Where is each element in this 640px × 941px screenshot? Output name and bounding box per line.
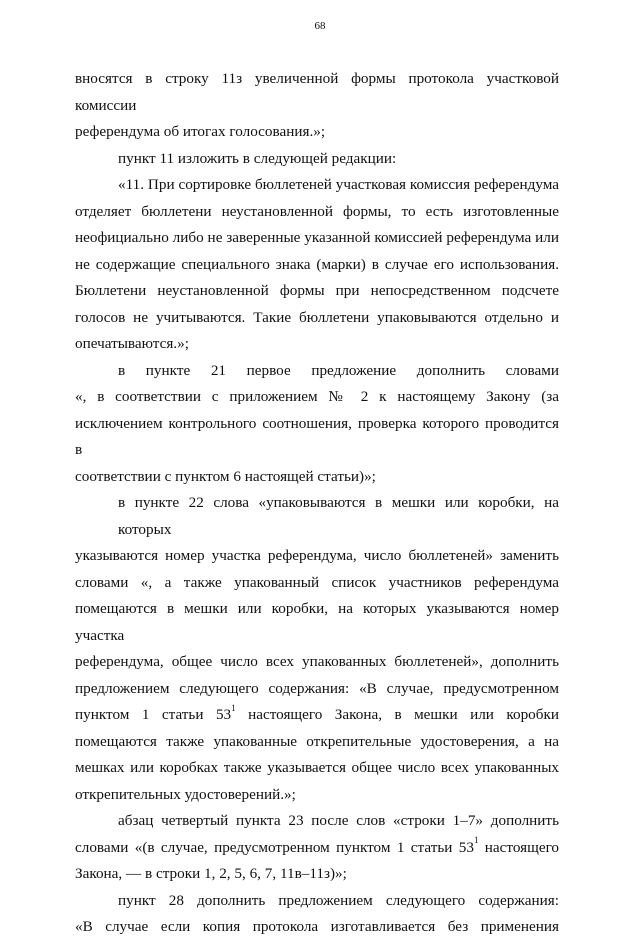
text-line: референдума, общее число всех упакованных бюллетеней», дополнить bbox=[75, 653, 559, 670]
text-line: пункт 28 дополнить предложением следующего содержания: bbox=[118, 891, 559, 909]
text-line: голосов не учитываются. Такие бюллетени упаковываются отдельно и bbox=[75, 308, 559, 326]
text-line: «В случае если копия протокола изготавливается без применения bbox=[75, 918, 559, 935]
text-segment: настоящего bbox=[478, 838, 560, 856]
text-segment: пунктом 1 статьи 53 bbox=[75, 706, 232, 723]
text-segment: настоящего Закона, в мешки или коробки bbox=[235, 706, 559, 723]
text-line bbox=[75, 835, 559, 862]
text-line: указываются номер участка референдума, число бюллетеней» заменить bbox=[75, 547, 559, 564]
superscript: 1 bbox=[473, 835, 479, 846]
text-line: словами «, а также упакованный список участников референдума bbox=[75, 573, 559, 591]
text-line: открепительных удостоверений.»; bbox=[75, 785, 296, 803]
document-body bbox=[75, 66, 559, 941]
text-line: помещаются в мешки или коробки, на которых указываются номер участка bbox=[75, 600, 559, 644]
text-line: мешках или коробках также указывается общее число всех упакованных bbox=[75, 759, 559, 776]
text-line: пункт 11 изложить в следующей редакции: bbox=[118, 149, 397, 167]
text-line bbox=[75, 702, 559, 729]
text-segment: словами «(в случае, предусмотренном пунктом 1 статьи 53 bbox=[75, 838, 474, 856]
text-line: Закона, — в строки 1, 2, 5, 6, 7, 11в–11з)»; bbox=[75, 865, 347, 882]
text-line: вносятся в строку 11з увеличенной формы протокола участковой комиссии bbox=[75, 70, 559, 114]
text-line: в пункте 22 слова «упаковываются в мешки или коробки, на которых bbox=[118, 494, 559, 538]
superscript: 1 bbox=[231, 702, 236, 713]
text-line: соответствии с пунктом 6 настоящей статьи)»; bbox=[75, 467, 376, 485]
text-line: отделяет бюллетени неустановленной формы, то есть изготовленные bbox=[75, 202, 559, 220]
text-line: неофициально либо не заверенные указанной комиссией референдума или bbox=[75, 229, 559, 246]
text-line: Бюллетени неустановленной формы при непосредственном подсчете bbox=[75, 282, 559, 299]
text-line: «11. При сортировке бюллетеней участковая комиссия референдума bbox=[118, 176, 559, 193]
text-line: абзац четвертый пункта 23 после слов «строки 1–7» дополнить bbox=[118, 812, 559, 829]
text-line: опечатываются.»; bbox=[75, 335, 189, 352]
text-line: исключением контрольного соотношения, проверка которого проводится в bbox=[75, 414, 559, 458]
text-line: в пункте 21 первое предложение дополнить словами bbox=[118, 361, 559, 379]
page-number: 68 bbox=[314, 20, 326, 32]
text-line: помещаются также упакованные открепительные удостоверения, а на bbox=[75, 732, 559, 750]
text-line: не содержащие специального знака (марки) в случае его использования. bbox=[75, 255, 559, 273]
text-line: предложением следующего содержания: «В случае, предусмотренном bbox=[75, 679, 559, 697]
text-line: «, в соответствии с приложением № 2 к настоящему Закону (за bbox=[75, 388, 559, 405]
text-line: референдума об итогах голосования.»; bbox=[75, 123, 326, 140]
